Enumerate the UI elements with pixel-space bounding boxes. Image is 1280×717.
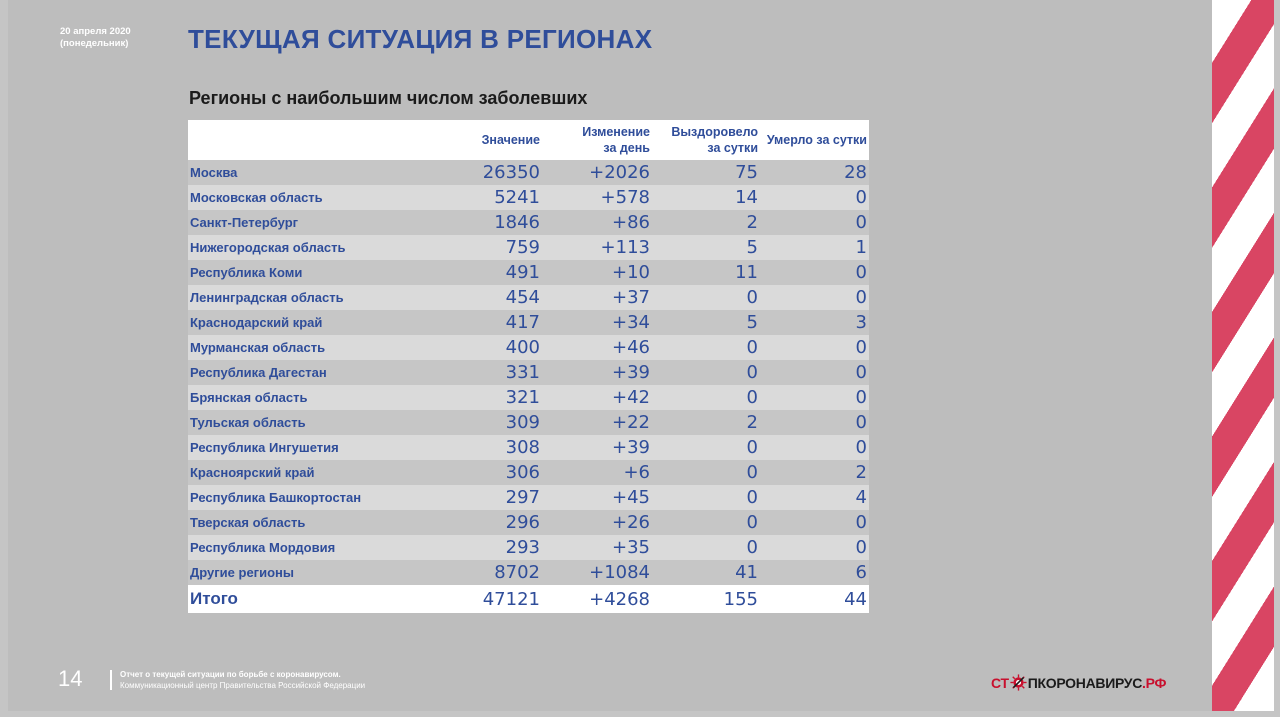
virus-icon — [1010, 674, 1027, 691]
table-row — [188, 360, 869, 385]
table-row — [188, 485, 869, 510]
total-row — [188, 585, 869, 613]
recovered-cell: 0 — [652, 510, 760, 535]
header-died: Умерло за сутки — [760, 120, 869, 160]
value-cell: 306 — [452, 460, 542, 485]
value-cell: 47121 — [452, 585, 542, 613]
value-cell: 331 — [452, 360, 542, 385]
table-row — [188, 335, 869, 360]
region-name-cell: Мурманская область — [188, 335, 452, 360]
change-cell: +45 — [542, 485, 652, 510]
value-cell: 417 — [452, 310, 542, 335]
change-cell: +39 — [542, 360, 652, 385]
died-cell: 28 — [760, 160, 869, 185]
value-cell: 309 — [452, 410, 542, 435]
region-name-cell: Республика Башкортостан — [188, 485, 452, 510]
died-cell: 0 — [760, 360, 869, 385]
region-name-cell: Тверская область — [188, 510, 452, 535]
died-cell: 6 — [760, 560, 869, 585]
recovered-cell: 75 — [652, 160, 760, 185]
table-body — [188, 160, 869, 613]
died-cell: 0 — [760, 435, 869, 460]
date — [60, 26, 131, 50]
died-cell: 0 — [760, 535, 869, 560]
recovered-cell: 0 — [652, 435, 760, 460]
recovered-cell: 0 — [652, 485, 760, 510]
recovered-cell: 2 — [652, 410, 760, 435]
change-cell: +2026 — [542, 160, 652, 185]
change-cell: +4268 — [542, 585, 652, 613]
header-change: Изменение за день — [542, 120, 652, 160]
logo-part-3: .РФ — [1142, 674, 1167, 691]
recovered-cell: 0 — [652, 385, 760, 410]
slide — [8, 0, 1274, 711]
recovered-cell: 14 — [652, 185, 760, 210]
footer-line-2: Коммуникационный центр Правительства Российской Федерации — [120, 681, 366, 690]
value-cell: 293 — [452, 535, 542, 560]
logo — [991, 674, 1166, 691]
table-row — [188, 235, 869, 260]
died-cell: 4 — [760, 485, 869, 510]
recovered-cell: 5 — [652, 310, 760, 335]
died-cell: 0 — [760, 410, 869, 435]
died-cell: 1 — [760, 235, 869, 260]
died-cell: 0 — [760, 335, 869, 360]
change-cell: +22 — [542, 410, 652, 435]
change-cell: +113 — [542, 235, 652, 260]
weekday-line: (понедельник) — [60, 38, 129, 49]
logo-part-1: СТ — [991, 674, 1009, 691]
died-cell: 0 — [760, 285, 869, 310]
footer-divider — [110, 670, 112, 690]
region-name-cell: Республика Коми — [188, 260, 452, 285]
change-cell: +10 — [542, 260, 652, 285]
table-row — [188, 185, 869, 210]
header-region — [188, 120, 452, 160]
decorative-stripes — [1212, 0, 1274, 711]
recovered-cell: 0 — [652, 285, 760, 310]
table-row — [188, 160, 869, 185]
died-cell: 0 — [760, 260, 869, 285]
region-name-cell: Красноярский край — [188, 460, 452, 485]
change-cell: +46 — [542, 335, 652, 360]
page-number: 14 — [58, 666, 83, 691]
recovered-cell: 41 — [652, 560, 760, 585]
died-cell: 0 — [760, 510, 869, 535]
region-name-cell: Республика Дагестан — [188, 360, 452, 385]
header-recovered: Выздоровело за сутки — [652, 120, 760, 160]
table-row — [188, 435, 869, 460]
table-row — [188, 385, 869, 410]
recovered-cell: 0 — [652, 535, 760, 560]
value-cell: 5241 — [452, 185, 542, 210]
value-cell: 26350 — [452, 160, 542, 185]
recovered-cell: 0 — [652, 335, 760, 360]
died-cell: 0 — [760, 210, 869, 235]
page-title: ТЕКУЩАЯ СИТУАЦИЯ В РЕГИОНАХ — [188, 24, 653, 54]
table-row — [188, 210, 869, 235]
footer-text — [120, 669, 365, 691]
region-name-cell: Тульская область — [188, 410, 452, 435]
table-row — [188, 560, 869, 585]
table-header-row — [188, 120, 869, 160]
died-cell: 2 — [760, 460, 869, 485]
table-row — [188, 410, 869, 435]
change-cell: +42 — [542, 385, 652, 410]
change-cell: +26 — [542, 510, 652, 535]
regions-table — [188, 120, 869, 613]
region-name-cell: Республика Ингушетия — [188, 435, 452, 460]
died-cell: 3 — [760, 310, 869, 335]
change-cell: +1084 — [542, 560, 652, 585]
value-cell: 491 — [452, 260, 542, 285]
value-cell: 308 — [452, 435, 542, 460]
died-cell: 0 — [760, 385, 869, 410]
region-name-cell: Брянская область — [188, 385, 452, 410]
table-row — [188, 460, 869, 485]
region-name-cell: Санкт-Петербург — [188, 210, 452, 235]
value-cell: 1846 — [452, 210, 542, 235]
value-cell: 297 — [452, 485, 542, 510]
recovered-cell: 155 — [652, 585, 760, 613]
region-name-cell: Республика Мордовия — [188, 535, 452, 560]
recovered-cell: 0 — [652, 460, 760, 485]
change-cell: +39 — [542, 435, 652, 460]
recovered-cell: 0 — [652, 360, 760, 385]
table-row — [188, 535, 869, 560]
region-name-cell: Москва — [188, 160, 452, 185]
value-cell: 454 — [452, 285, 542, 310]
region-name-cell: Московская область — [188, 185, 452, 210]
table-row — [188, 510, 869, 535]
header-value: Значение — [452, 120, 542, 160]
region-name-cell: Итого — [188, 585, 452, 613]
table-row — [188, 285, 869, 310]
recovered-cell: 2 — [652, 210, 760, 235]
region-name-cell: Краснодарский край — [188, 310, 452, 335]
died-cell: 44 — [760, 585, 869, 613]
change-cell: +578 — [542, 185, 652, 210]
region-name-cell: Ленинградская область — [188, 285, 452, 310]
change-cell: +86 — [542, 210, 652, 235]
recovered-cell: 11 — [652, 260, 760, 285]
region-name-cell: Другие регионы — [188, 560, 452, 585]
table-row — [188, 260, 869, 285]
table-row — [188, 310, 869, 335]
change-cell: +34 — [542, 310, 652, 335]
value-cell: 321 — [452, 385, 542, 410]
region-name-cell: Нижегородская область — [188, 235, 452, 260]
change-cell: +6 — [542, 460, 652, 485]
value-cell: 400 — [452, 335, 542, 360]
logo-part-2: ПКОРОНАВИРУС — [1027, 674, 1143, 691]
recovered-cell: 5 — [652, 235, 760, 260]
footer-line-1: Отчет о текущей ситуации по борьбе с коронавирусом. — [120, 670, 341, 679]
died-cell: 0 — [760, 185, 869, 210]
value-cell: 296 — [452, 510, 542, 535]
table-title: Регионы с наибольшим числом заболевших — [189, 88, 588, 108]
change-cell: +35 — [542, 535, 652, 560]
value-cell: 759 — [452, 235, 542, 260]
date-line: 20 апреля 2020 — [60, 26, 131, 37]
value-cell: 8702 — [452, 560, 542, 585]
change-cell: +37 — [542, 285, 652, 310]
